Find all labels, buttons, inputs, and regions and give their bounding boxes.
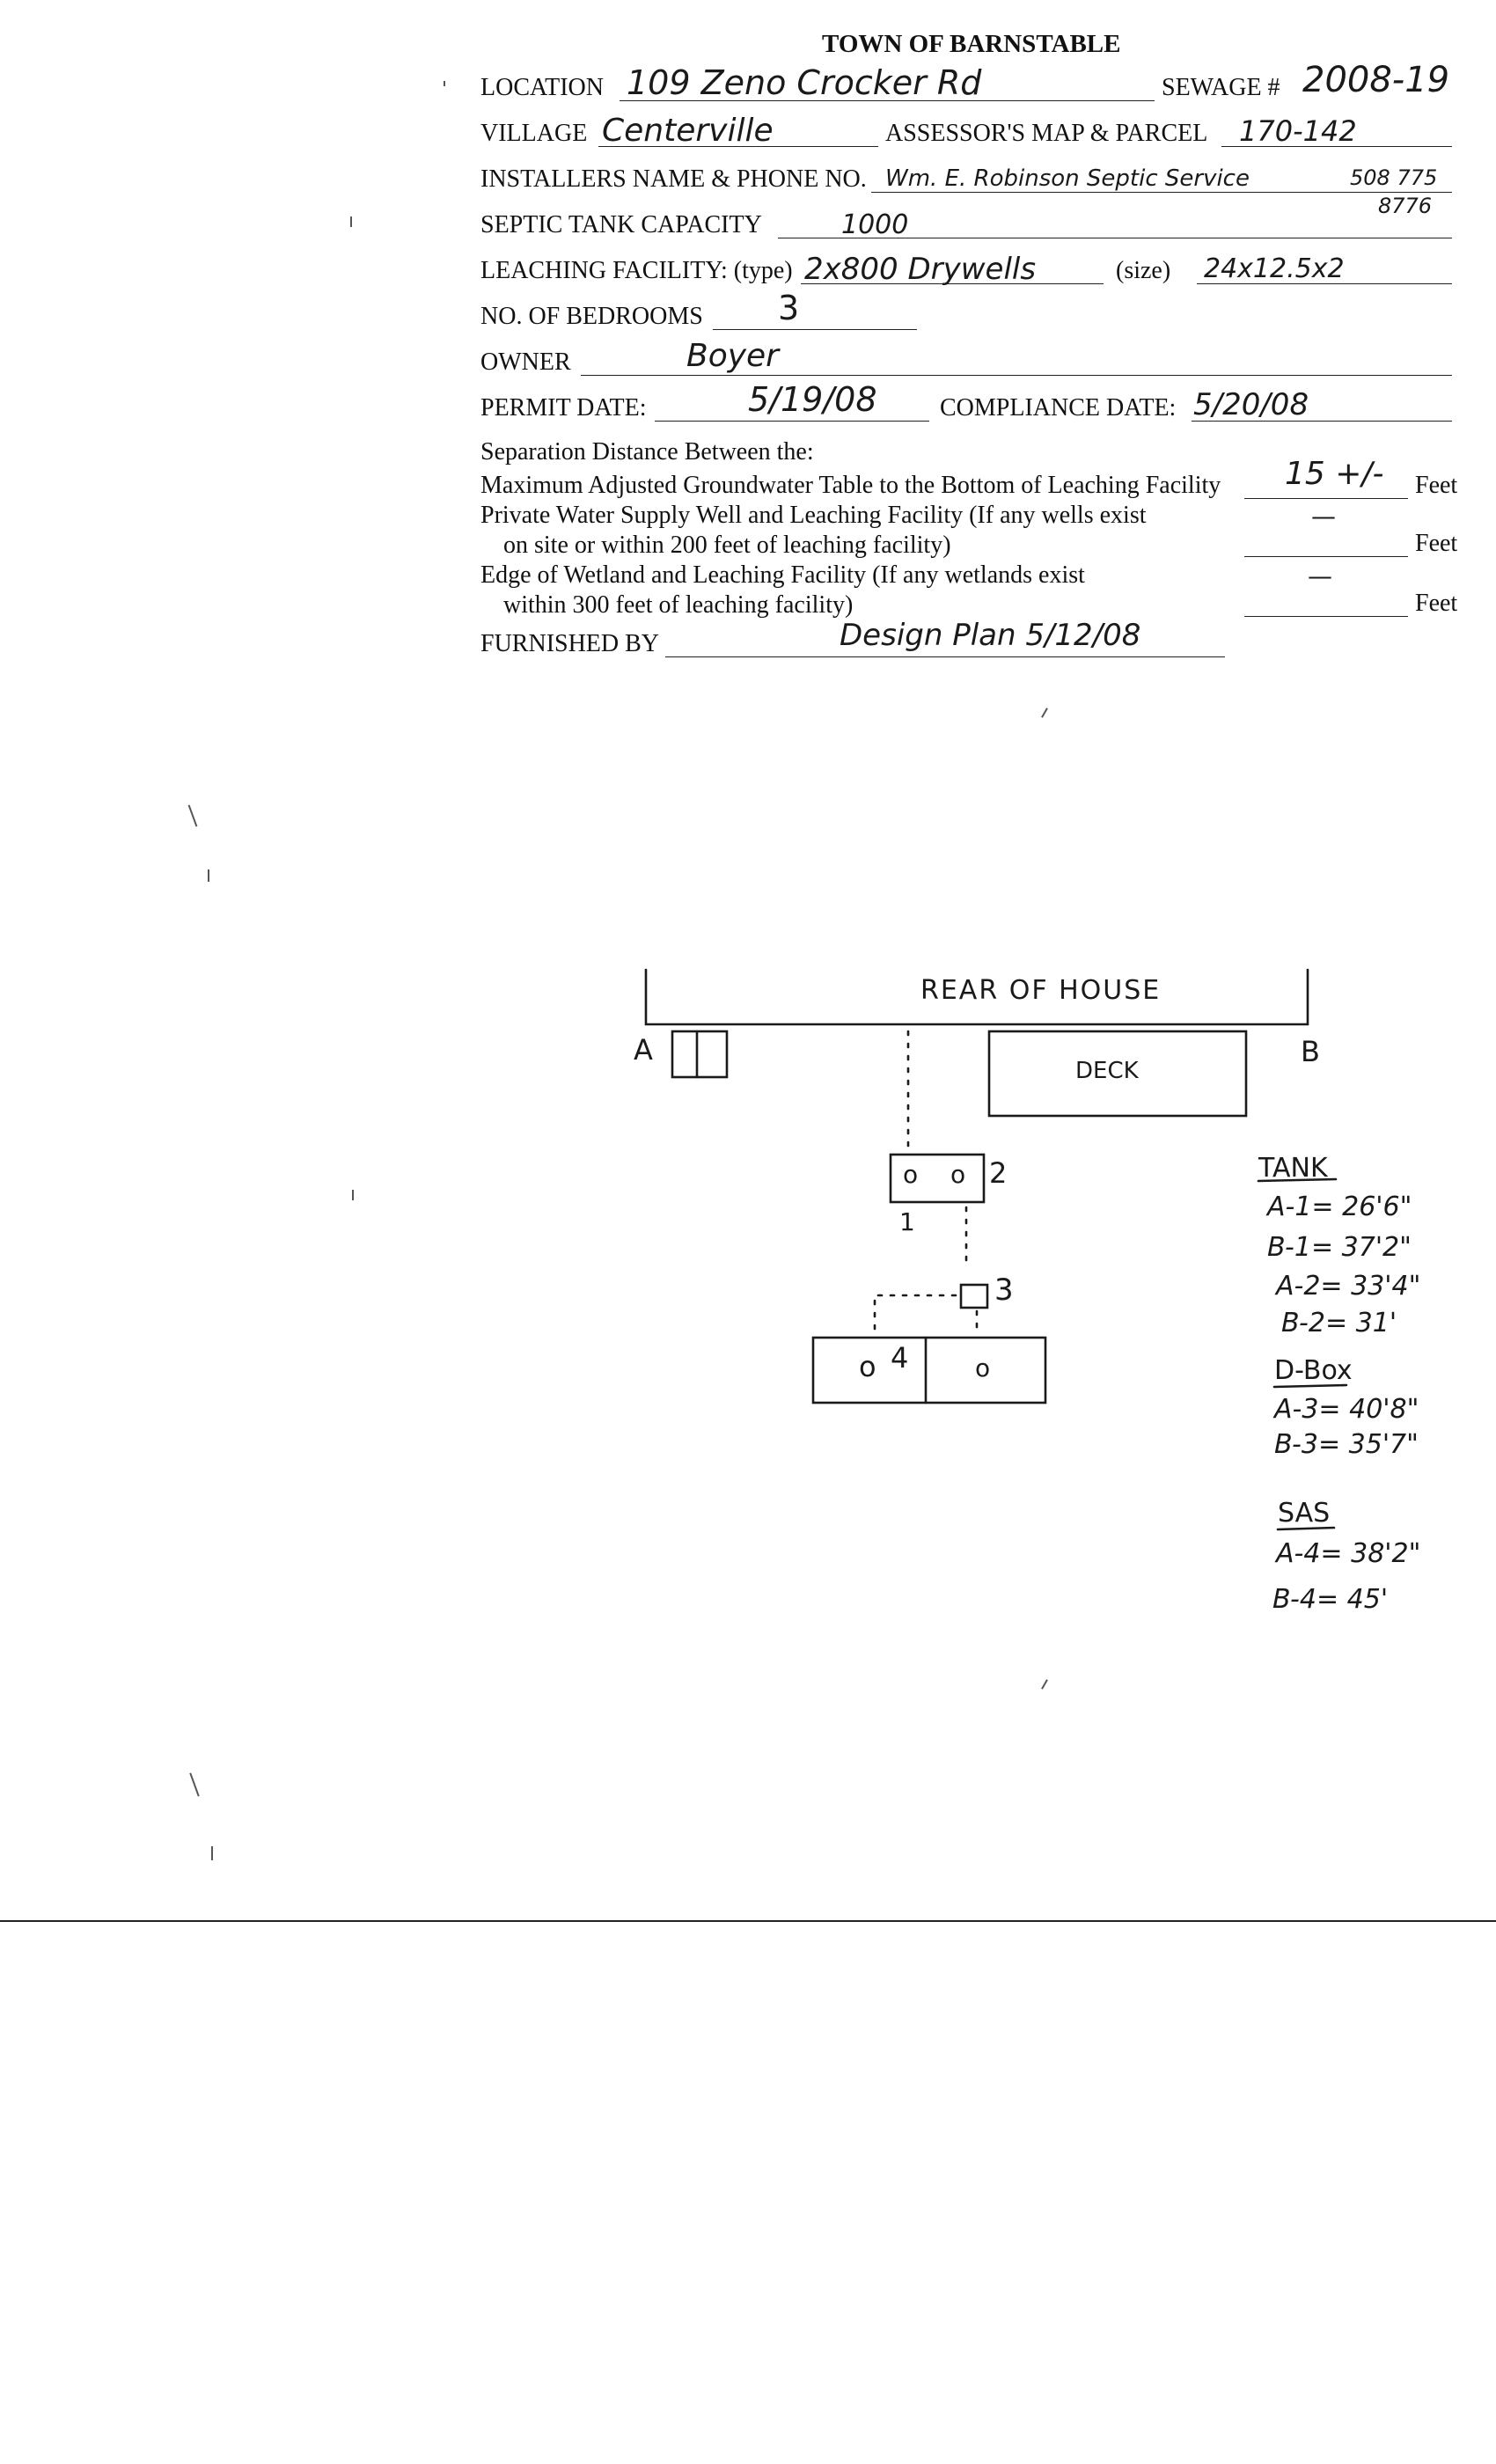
- installer-phone-1: 508 775: [1350, 165, 1438, 190]
- owner-label: OWNER: [480, 348, 571, 376]
- tank-heading: TANK: [1258, 1153, 1328, 1184]
- tank-circle-2: o: [950, 1160, 966, 1189]
- bedrooms-label: NO. OF BEDROOMS: [480, 303, 703, 330]
- permit-label: PERMIT DATE:: [480, 394, 647, 422]
- house-label: REAR OF HOUSE: [920, 975, 1162, 1006]
- village-label: VILLAGE: [480, 120, 588, 147]
- tank-tie-a1: A-1= 26'6": [1267, 1192, 1412, 1222]
- sas-tie-a4: A-4= 38'2": [1276, 1538, 1421, 1569]
- installer-value: Wm. E. Robinson Septic Service: [885, 165, 1250, 192]
- page-bottom-rule: [0, 1920, 1496, 1922]
- leaching-type-value: 2x800 Drywells: [804, 252, 1037, 287]
- sas-number-4: 4: [891, 1341, 909, 1375]
- groundwater-label: Maximum Adjusted Groundwater Table to the Bottom of Leaching Facility: [480, 472, 1221, 499]
- sas-circle-2: o: [975, 1353, 991, 1382]
- distribution-box: [961, 1285, 987, 1308]
- well-label-2: on site or within 200 feet of leaching facility): [503, 532, 951, 559]
- sas-circle-1: o: [859, 1350, 876, 1383]
- village-value: Centerville: [602, 113, 774, 149]
- well-feet: Feet: [1415, 530, 1458, 557]
- septic-value: 1000: [841, 209, 909, 240]
- tank-tie-b1: B-1= 37'2": [1267, 1232, 1412, 1263]
- form-title: TOWN OF BARNSTABLE: [822, 30, 1121, 58]
- installer-phone-2: 8776: [1378, 194, 1433, 218]
- scan-speck: [208, 869, 209, 882]
- point-b-label: B: [1301, 1035, 1320, 1068]
- scan-speck: [444, 81, 445, 86]
- furnished-value: Design Plan 5/12/08: [840, 618, 1141, 653]
- well-value: —: [1311, 502, 1336, 531]
- size-label: (size): [1116, 257, 1171, 284]
- compliance-label: COMPLIANCE DATE:: [940, 394, 1177, 422]
- permit-value: 5/19/08: [748, 380, 877, 419]
- point-a-label: A: [634, 1033, 653, 1067]
- size-value: 24x12.5x2: [1204, 253, 1345, 284]
- tank-number-2: 2: [989, 1156, 1008, 1190]
- tank-tie-b2: B-2= 31': [1281, 1308, 1397, 1338]
- window-box: [672, 1031, 727, 1077]
- scan-speck: [211, 1846, 213, 1860]
- pipe-dbox-left: [875, 1295, 956, 1332]
- sewage-label: SEWAGE #: [1162, 74, 1280, 101]
- bedrooms-value: 3: [778, 289, 800, 327]
- wetland-feet: Feet: [1415, 590, 1458, 617]
- tank-circle-1: o: [903, 1160, 919, 1189]
- groundwater-value: 15 +/-: [1285, 456, 1384, 492]
- scan-speck: [350, 216, 352, 227]
- deck-label: DECK: [1075, 1058, 1139, 1084]
- wetland-label-1: Edge of Wetland and Leaching Facility (If any wetlands exist: [480, 561, 1085, 589]
- leaching-label: LEACHING FACILITY: (type): [480, 257, 793, 284]
- location-label: LOCATION: [480, 74, 604, 101]
- scan-speck: [352, 1190, 354, 1200]
- septic-label: SEPTIC TANK CAPACITY: [480, 211, 762, 238]
- wetland-value: —: [1308, 561, 1332, 590]
- location-value: 109 Zeno Crocker Rd: [627, 63, 982, 102]
- dbox-number-3: 3: [994, 1272, 1014, 1308]
- well-label-1: Private Water Supply Well and Leaching Facility (If any wells exist: [480, 502, 1147, 529]
- dbox-heading: D-Box: [1274, 1355, 1353, 1386]
- owner-value: Boyer: [686, 338, 779, 374]
- sas-tie-b4: B-4= 45': [1272, 1584, 1389, 1615]
- installer-label: INSTALLERS NAME & PHONE NO.: [480, 165, 867, 193]
- separation-label: Separation Distance Between the:: [480, 438, 814, 466]
- wetland-label-2: within 300 feet of leaching facility): [503, 591, 854, 619]
- sas-outline: [813, 1338, 1045, 1403]
- compliance-value: 5/20/08: [1193, 387, 1309, 422]
- sas-heading: SAS: [1278, 1498, 1331, 1529]
- tank-number-1: 1: [899, 1207, 915, 1236]
- assessor-value: 170-142: [1239, 114, 1357, 148]
- dbox-tie-b3: B-3= 35'7": [1274, 1429, 1419, 1460]
- assessor-label: ASSESSOR'S MAP & PARCEL: [885, 120, 1208, 147]
- dbox-tie-a3: A-3= 40'8": [1274, 1394, 1419, 1425]
- furnished-label: FURNISHED BY: [480, 630, 660, 657]
- groundwater-feet: Feet: [1415, 472, 1458, 499]
- tank-tie-a2: A-2= 33'4": [1276, 1271, 1421, 1302]
- sewage-value: 2008-19: [1302, 60, 1450, 100]
